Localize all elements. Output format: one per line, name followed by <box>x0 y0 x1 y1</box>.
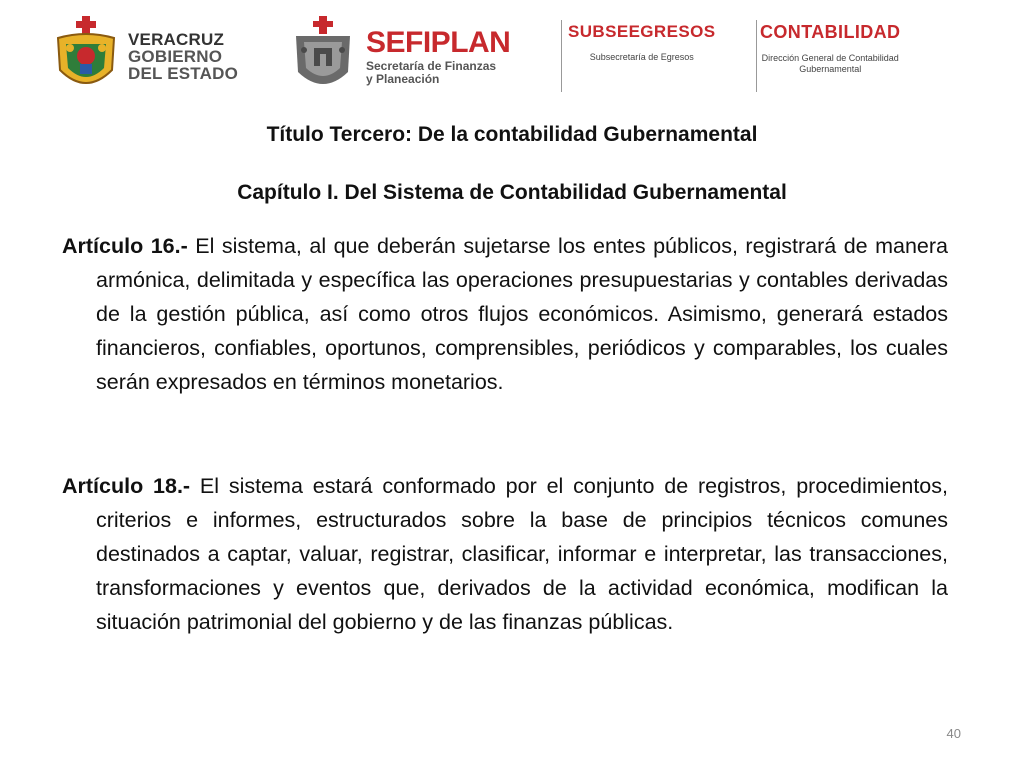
article-text: El sistema estará conformado por el conjunto de registros, procedimientos, criterios e informes, estructurados sobre la base de principios técnicos comunes destinados a captar, valuar, registrar, clasificar, informar e interpretar, las transacciones, transformaciones y eventos que, derivados de la actividad económica, modifican la situación patrimonial del gobierno y de las finanzas públicas. <box>96 474 948 634</box>
veracruz-line3: DEL ESTADO <box>128 63 238 83</box>
article-text: El sistema, al que deberán sujetarse los entes públicos, registrará de manera armónica, delimitada y específica las operaciones presupuestarias y contables derivadas de la gestión pública, así como otros flujos económicos. Asimismo, generará estados financieros, confiables, oportunos, comprensibles, periódicos y comparables, los cuales serán expresados en términos monetarios. <box>96 234 949 394</box>
header-divider <box>561 20 562 92</box>
contabilidad-subtitle-line1: Dirección General de Contabilidad <box>761 53 899 63</box>
subseegresos-subtitle: Subsecretaría de Egresos <box>589 52 694 62</box>
veracruz-line2: GOBIERNO <box>128 46 223 66</box>
sefiplan-logo <box>290 16 510 96</box>
header-logos <box>0 0 1024 110</box>
sefiplan-wordmark <box>366 27 510 86</box>
subseegresos-title: SUBSEEGRESOS <box>568 22 716 41</box>
article-label: Artículo 18.- <box>62 474 191 498</box>
sefiplan-subtitle-line2: y Planeación <box>366 71 440 86</box>
article-18 <box>62 469 948 639</box>
document-title: Título Tercero: De la contabilidad Gubernamental <box>266 123 758 146</box>
header-divider <box>756 20 757 92</box>
sefiplan-title: SEFIPLAN <box>366 25 511 59</box>
sefiplan-subtitle-line1: Secretaría de Finanzas <box>366 59 497 74</box>
article-16 <box>62 229 948 399</box>
contabilidad-logo <box>760 22 900 75</box>
page-number: 40 <box>946 726 961 741</box>
contabilidad-title: CONTABILIDAD <box>760 22 901 42</box>
subseegresos-logo <box>568 22 715 63</box>
sefiplan-crest-icon <box>290 16 356 96</box>
chapter-title: Capítulo I. Del Sistema de Contabilidad Gubernamental <box>237 181 787 204</box>
veracruz-crest-icon <box>52 16 120 96</box>
veracruz-line1: VERACRUZ <box>128 29 225 49</box>
article-label: Artículo 16.- <box>62 234 188 258</box>
veracruz-wordmark <box>128 31 238 82</box>
contabilidad-subtitle-line2: Gubernamental <box>799 63 862 74</box>
veracruz-logo <box>52 16 238 96</box>
